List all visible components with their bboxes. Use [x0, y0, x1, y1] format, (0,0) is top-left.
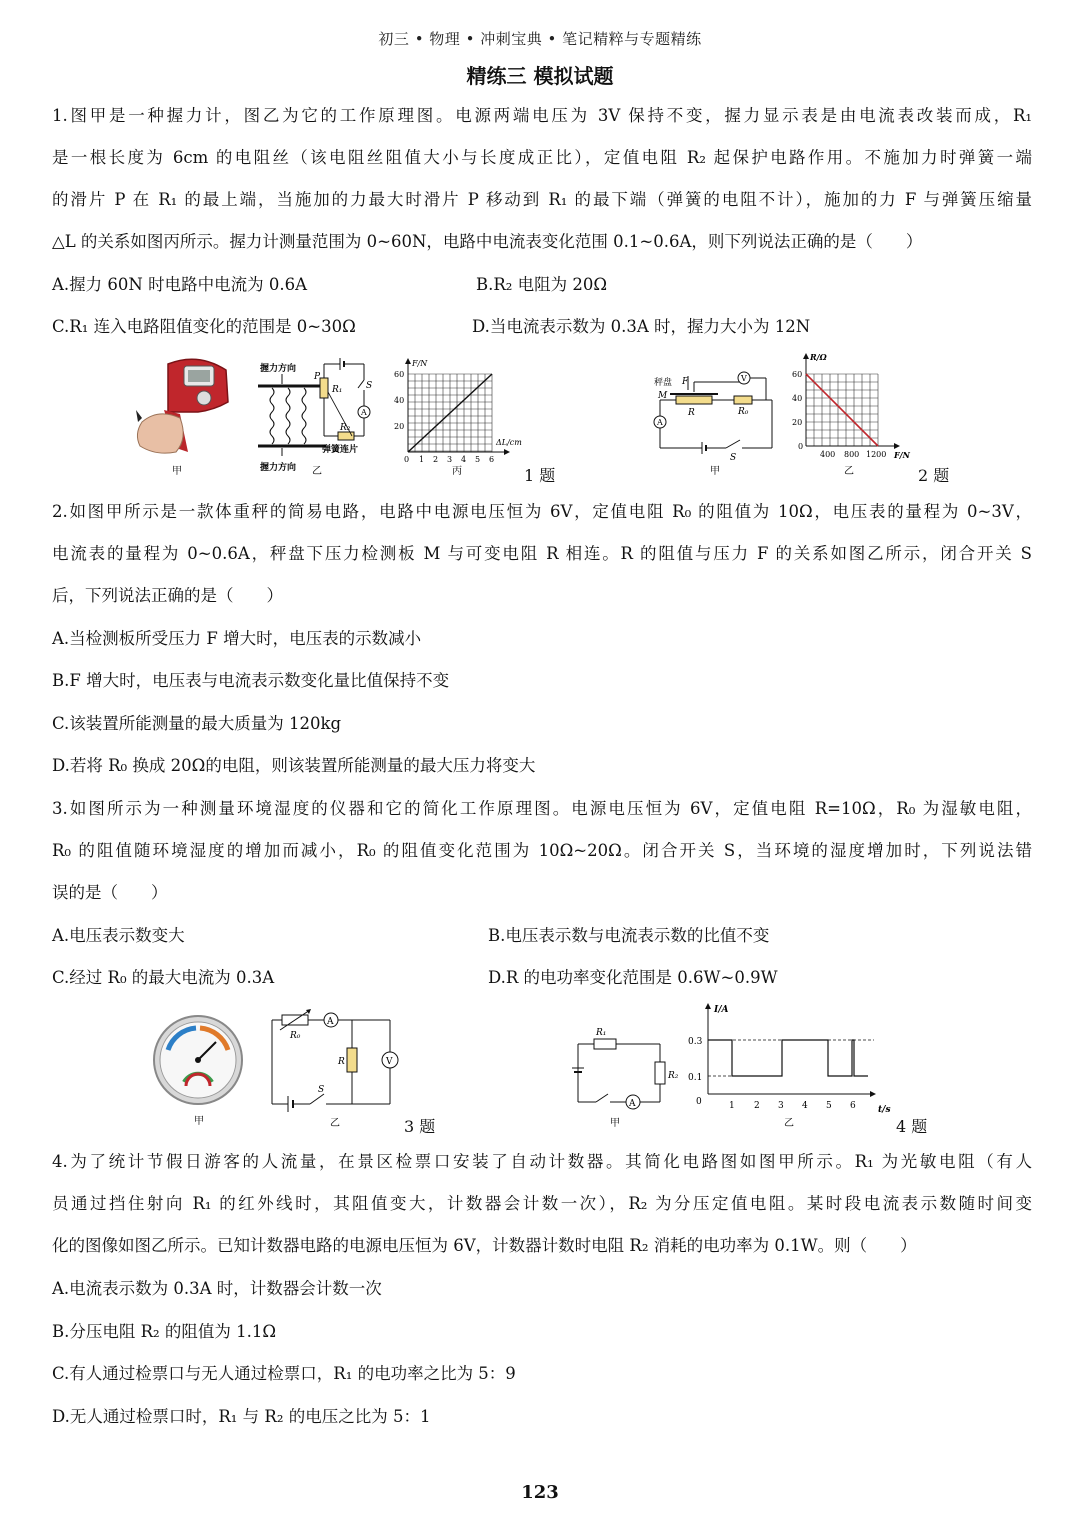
fig1-label-jia: 甲	[172, 466, 182, 477]
fig3-label-s: S	[318, 1085, 325, 1095]
fig1-label-a: A	[361, 408, 367, 417]
fig2-label-pan: 秤盘	[654, 378, 673, 388]
fig2-ytick-40: 40	[792, 394, 803, 403]
q4-line-2: 员通过挡住射向 R₁ 的红外线时，其阻值变大，计数器会计数一次），R₂ 为分压定值电阻。某时段电流表示数随时间变	[52, 1194, 1032, 1213]
fig2-ytick-20: 20	[792, 418, 803, 427]
fig4-caption: 4 题	[896, 1117, 928, 1136]
fig3-label-jia: 甲	[194, 1116, 204, 1127]
fig2-label-s: S	[730, 453, 737, 463]
figure-1-jia-grip-dynamometer	[128, 352, 238, 478]
q2-option-b: B.F 增大时，电压表与电流表示数变化量比值保持不变	[52, 671, 450, 690]
fig2-xtick-1200: 1200	[866, 450, 887, 459]
fig4-xtick-4: 4	[802, 1101, 808, 1111]
fig2-label-r0: R₀	[738, 407, 749, 417]
fig1-label-s: S	[366, 381, 373, 391]
figure-1-yi-spring-circuit	[252, 352, 374, 478]
fig3-label-v: V	[386, 1057, 393, 1067]
fig4-xtick-2: 2	[754, 1101, 760, 1111]
q4-line-1: 4.为了统计节假日游客的人流量，在景区检票口安装了自动计数器。其简化电路图如图甲所示。R₁ 为光敏电阻（有人	[52, 1152, 1032, 1171]
fig4-label-a: A	[629, 1099, 636, 1109]
fig4-ytick-01: 0.1	[688, 1073, 703, 1083]
fig2-caption: 2 题	[918, 466, 950, 485]
q2-line-3: 后，下列说法正确的是（ ）	[52, 586, 283, 605]
fig4-ytick-03: 0.3	[688, 1037, 703, 1047]
q2-option-d: D.若将 R₀ 换成 20Ω的电阻，则该装置所能测量的最大压力将变大	[52, 756, 536, 775]
q1-option-a: A.握力 60N 时电路中电流为 0.6A	[52, 275, 307, 294]
q3-option-d: D.R 的电功率变化范围是 0.6W~0.9W	[488, 968, 778, 987]
fig4-xtick-3: 3	[778, 1101, 784, 1111]
fig2-origin: 0	[798, 442, 804, 451]
page-number: 123	[521, 1482, 559, 1503]
figure-3-yi-humidity-circuit	[266, 1006, 406, 1130]
fig2-xtick-800: 800	[844, 450, 860, 459]
fig4-label-r2: R₂	[668, 1071, 679, 1081]
fig2-ytick-60: 60	[792, 370, 803, 379]
fig3-caption: 3 题	[404, 1117, 436, 1136]
running-header: 初三 • 物理 • 冲刺宝典 • 笔记精粹与专题精练	[378, 30, 702, 48]
fig4-t-axis: t/s	[878, 1105, 891, 1115]
q3-line-3: 误的是（ ）	[52, 883, 168, 902]
fig1-label-r1: R₁	[332, 385, 343, 395]
fig1-label-grip-top: 握力方向	[260, 364, 297, 374]
q2-line-2: 电流表的量程为 0~0.6A，秤盘下压力检测板 M 与可变电阻 R 相连。R 的阻值与压力 F 的关系如图乙所示，闭合开关 S	[52, 544, 1032, 563]
q3-option-b: B.电压表示数与电流表示数的比值不变	[488, 926, 770, 945]
fig1-ytick-60: 60	[394, 370, 405, 379]
fig1-label-spring-link: 弹簧连片	[322, 445, 359, 455]
fig1-label-grip-bottom: 握力方向	[260, 463, 297, 473]
fig1-label-r2: R₂	[340, 423, 351, 433]
fig1-xtick-4: 4	[461, 455, 467, 464]
q2-option-a: A.当检测板所受压力 F 增大时，电压表的示数减小	[52, 629, 422, 648]
figure-2-yi-resistance-graph	[786, 350, 918, 478]
fig3-label-yi: 乙	[330, 1118, 340, 1129]
figure-4-jia-counter-circuit	[566, 1022, 692, 1134]
q3-option-a: A.电压表示数变大	[52, 926, 185, 945]
fig1-xtick-6: 6	[489, 455, 495, 464]
q2-line-1: 2.如图甲所示是一款体重秤的简易电路，电路中电源电压恒为 6V，定值电阻 R₀ 的阻值为 10Ω，电压表的量程为 0~3V，	[52, 502, 1032, 521]
fig1-xtick-3: 3	[447, 455, 453, 464]
figure-2-jia-scale-circuit	[650, 352, 778, 478]
fig3-label-a: A	[327, 1017, 334, 1027]
fig2-label-r: R	[688, 408, 695, 418]
page-title: 精练三 模拟试题	[466, 64, 614, 88]
fig4-current-trace	[708, 1040, 868, 1076]
fig2-label-jia: 甲	[710, 466, 720, 477]
fig1-xtick-1: 1	[419, 455, 425, 464]
q4-option-a: A.电流表示数为 0.3A 时，计数器会计数一次	[52, 1279, 382, 1298]
fig3-label-r: R	[338, 1057, 345, 1067]
fig1-label-p: P	[314, 372, 321, 382]
fig2-label-yi: 乙	[844, 466, 854, 477]
fig2-label-m: M	[658, 391, 668, 401]
fig1-label-bing: 丙	[452, 466, 462, 477]
q4-option-b: B.分压电阻 R₂ 的阻值为 1.1Ω	[52, 1322, 277, 1341]
q1-line-1: 1.图甲是一种握力计，图乙为它的工作原理图。电源两端电压为 3V 保持不变，握力显示表是由电流表改装而成，R₁	[52, 106, 1032, 125]
fig1-ytick-20: 20	[394, 422, 405, 431]
fig1-caption: 1 题	[524, 466, 556, 485]
fig4-label-jia: 甲	[610, 1118, 620, 1129]
fig1-l-axis: ΔL/cm	[496, 438, 522, 447]
q1-line-4: △L 的关系如图丙所示。握力计测量范围为 0~60N，电路中电流表变化范围 0.1~0.6A，则下列说法正确的是（ ）	[52, 232, 923, 251]
fig4-xtick-6: 6	[850, 1101, 856, 1111]
figure-4-yi-current-graph	[688, 998, 892, 1134]
figure-3-jia-hygrometer	[150, 1010, 250, 1130]
fig1-f-axis: F/N	[412, 359, 428, 368]
fig4-xtick-1: 1	[729, 1101, 735, 1111]
q3-option-c: C.经过 R₀ 的最大电流为 0.3A	[52, 968, 275, 987]
fig4-label-r1: R₁	[596, 1028, 607, 1038]
fig1-xtick-2: 2	[433, 455, 439, 464]
q1-option-b: B.R₂ 电阻为 20Ω	[476, 275, 608, 294]
fig4-label-yi: 乙	[784, 1118, 794, 1129]
q1-line-2: 是一根长度为 6cm 的电阻丝（该电阻丝阻值大小与长度成正比），定值电阻 R₂ 起保护电路作用。不施加力时弹簧一端	[52, 148, 1032, 167]
fig2-label-a: A	[657, 418, 663, 427]
q4-option-d: D.无人通过检票口时，R₁ 与 R₂ 的电压之比为 5：1	[52, 1407, 431, 1426]
figure-1-bing-force-graph	[392, 352, 522, 478]
q1-line-3: 的滑片 P 在 R₁ 的最上端，当施加的力最大时滑片 P 移动到 R₁ 的最下端（弹簧的电阻不计），施加的力 F 与弹簧压缩量	[52, 190, 1032, 209]
q1-option-c: C.R₁ 连入电路阻值变化的范围是 0~30Ω	[52, 317, 356, 336]
fig4-xtick-5: 5	[826, 1101, 832, 1111]
fig2-label-v: V	[741, 374, 747, 383]
fig1-label-yi: 乙	[312, 466, 322, 477]
q3-line-2: R₀ 的阻值随环境湿度的增加而减小，R₀ 的阻值变化范围为 10Ω~20Ω。闭合开关 S，当环境的湿度增加时，下列说法错	[52, 841, 1032, 860]
fig1-origin: 0	[404, 455, 410, 464]
fig2-r-axis: R/Ω	[810, 352, 827, 362]
fig3-label-r0: R₀	[290, 1031, 301, 1041]
fig4-i-axis: I/A	[714, 1005, 729, 1015]
fig2-label-f: F	[682, 377, 689, 387]
fig1-ytick-40: 40	[394, 396, 405, 405]
q4-line-3: 化的图像如图乙所示。已知计数器电路的电源电压恒为 6V，计数器计数时电阻 R₂ 消耗的电功率为 0.1W。则（ ）	[52, 1236, 917, 1255]
fig1-xtick-5: 5	[475, 455, 481, 464]
q4-option-c: C.有人通过检票口与无人通过检票口，R₁ 的电功率之比为 5：9	[52, 1364, 516, 1383]
fig4-origin: 0	[696, 1097, 702, 1107]
fig2-f-axis: F/N	[894, 450, 910, 460]
fig2-resistance-line	[806, 374, 878, 446]
q3-line-1: 3.如图所示为一种测量环境湿度的仪器和它的简化工作原理图。电源电压恒为 6V，定值电阻 R=10Ω，R₀ 为湿敏电阻，	[52, 799, 1032, 818]
fig2-xtick-400: 400	[820, 450, 836, 459]
q2-option-c: C.该装置所能测量的最大质量为 120kg	[52, 714, 342, 733]
q1-option-d: D.当电流表示数为 0.3A 时，握力大小为 12N	[472, 317, 811, 336]
